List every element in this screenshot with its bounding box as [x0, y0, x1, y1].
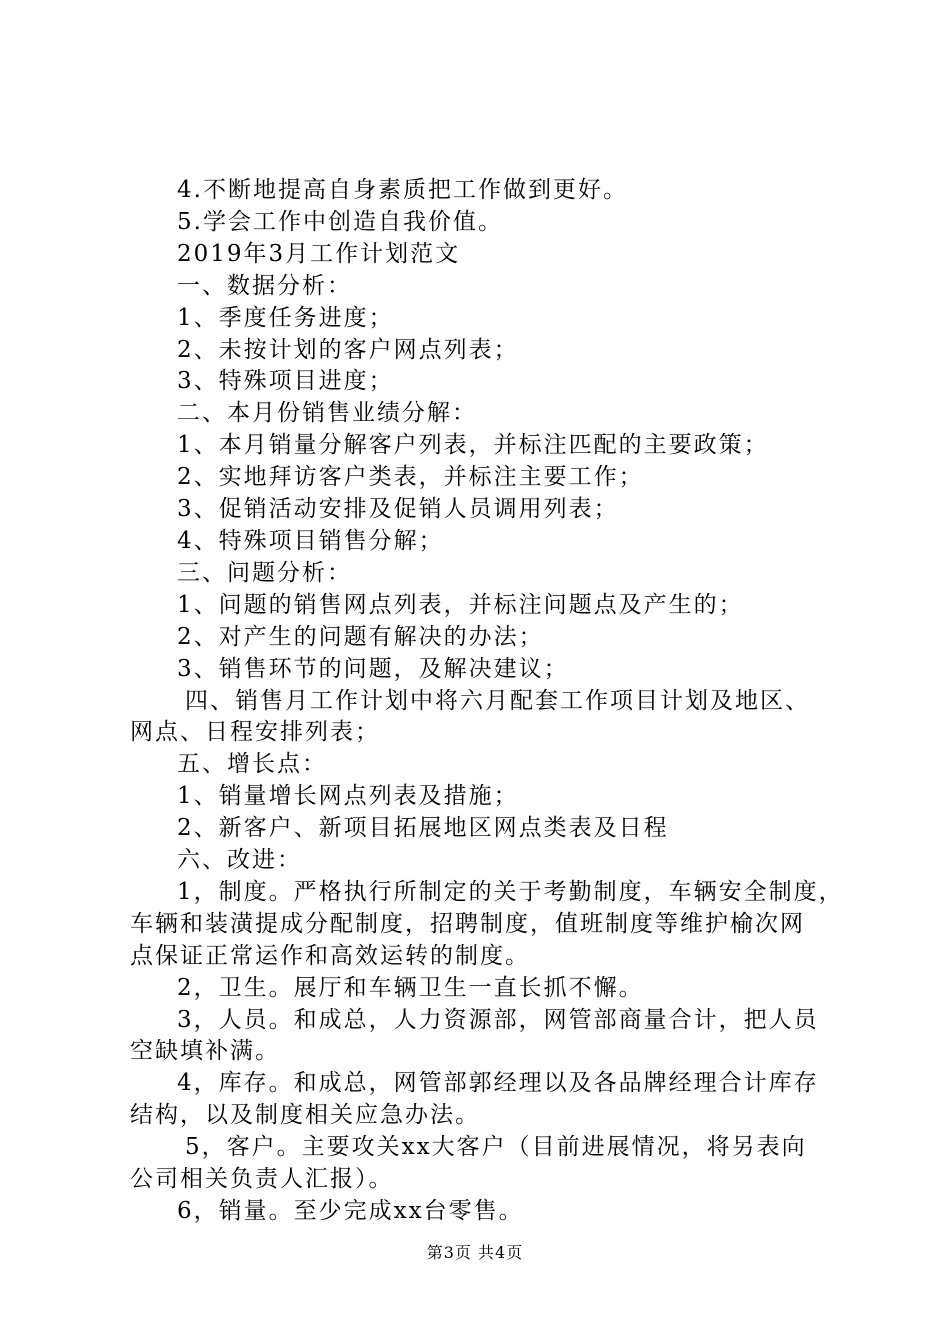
paragraph-line: 车辆和装潢提成分配制度，招聘制度，值班制度等维护榆次网: [130, 910, 805, 937]
section-heading: 六、改进：: [177, 847, 302, 874]
paragraph-line: 2，卫生。展厅和车辆卫生一直长抓不懈。: [177, 974, 644, 1001]
paragraph-line: 点保证正常运作和高效运转的制度。: [130, 942, 530, 969]
section-heading: 二、本月份销售业绩分解：: [177, 400, 477, 427]
page-footer: [0, 1242, 950, 1264]
list-item: 1、季度任务进度；: [177, 304, 394, 331]
paragraph-line: 5，客户。主要攻关xx大客户（目前进展情况，将另表向: [185, 1134, 807, 1161]
page-number-label: 第3页 共4页: [426, 1243, 524, 1262]
paragraph-line: 4，库存。和成总，网管部郭经理以及各品牌经理合计库存: [177, 1070, 819, 1097]
list-item: 2、未按计划的客户网点列表；: [177, 336, 519, 363]
list-item: 2、新客户、新项目拓展地区网点类表及日程: [177, 815, 669, 842]
section-heading: 五、增长点：: [177, 751, 327, 778]
paragraph-line: 4.不断地提高自身素质把工作做到更好。: [177, 177, 628, 203]
paragraph-line: 3，人员。和成总，人力资源部，网管部商量合计，把人员: [177, 1006, 819, 1033]
list-item: 3、促销活动安排及促销人员调用列表；: [177, 496, 619, 523]
list-item: 2、实地拜访客户类表，并标注主要工作；: [177, 464, 644, 491]
section-heading: 三、问题分析：: [177, 559, 352, 586]
paragraph-line: 空缺填补满。: [130, 1038, 280, 1065]
list-item: 1、问题的销售网点列表，并标注问题点及产生的；: [177, 591, 744, 618]
list-item: 2、对产生的问题有解决的办法；: [177, 623, 544, 650]
list-item: 3、销售环节的问题，及解决建议；: [177, 655, 569, 682]
paragraph-line: 公司相关负责人汇报）。: [130, 1166, 394, 1193]
paragraph-line: 网点、日程安排列表；: [130, 719, 380, 746]
list-item: 4、特殊项目销售分解；: [177, 527, 444, 554]
paragraph-line: 5.学会工作中创造自我价值。: [177, 208, 503, 235]
document-body: [130, 175, 844, 1228]
paragraph-line: 结构，以及制度相关应急办法。: [130, 1102, 480, 1129]
list-item: 3、特殊项目进度；: [177, 368, 394, 395]
section-title: 2019年3月工作计划范文: [177, 240, 461, 267]
list-item: 1、本月销量分解客户列表，并标注匹配的主要政策；: [177, 432, 769, 459]
paragraph-line: 6，销量。至少完成xx台零售。: [177, 1198, 524, 1224]
section-heading: 四、销售月工作计划中将六月配套工作项目计划及地区、: [185, 687, 810, 714]
list-item: 1、销量增长网点列表及措施；: [177, 783, 519, 810]
section-heading: 一、数据分析：: [177, 272, 352, 299]
paragraph-line: 1，制度。严格执行所制定的关于考勤制度，车辆安全制度，: [177, 878, 844, 905]
